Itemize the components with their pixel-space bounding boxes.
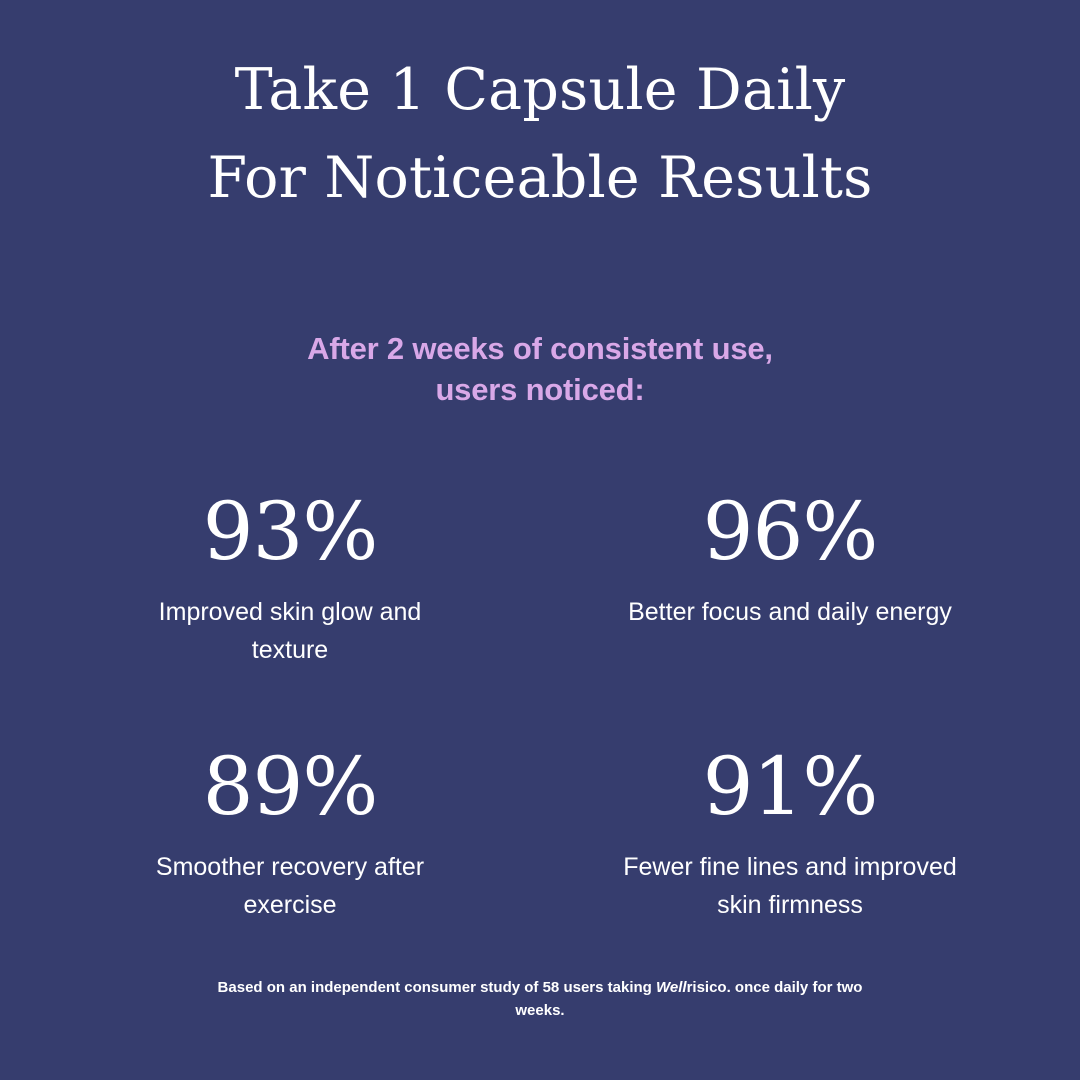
subheading-line-1: After 2 weeks of consistent use, [307, 330, 773, 366]
stat-item [540, 740, 1040, 924]
stat-label: Better focus and daily energy [628, 598, 952, 627]
stat-label: Fewer fine lines and improved skin firmness [623, 853, 957, 919]
stat-item [40, 485, 540, 669]
footnote-prefix: Based on an independent consumer study of 58 users taking [217, 978, 656, 996]
stat-item [540, 485, 1040, 669]
footnote-suffix: once daily for two weeks. [515, 978, 863, 1019]
stats-grid [40, 485, 1040, 924]
footnote [0, 976, 1080, 1023]
brand-name-italic: Well [655, 978, 687, 996]
headline-line-2: For Noticeable Results [207, 145, 873, 212]
subheading [307, 329, 773, 411]
stat-value: 96% [702, 485, 878, 579]
brand-name-bold: risico. [686, 978, 731, 996]
stat-value: 93% [202, 485, 378, 579]
stat-value: 91% [702, 740, 878, 834]
page-title [207, 46, 872, 223]
headline-line-1: Take 1 Capsule Daily [234, 57, 846, 123]
stat-value: 89% [202, 740, 378, 834]
stat-item [40, 740, 540, 924]
stat-label: Smoother recovery after exercise [155, 853, 425, 919]
stat-label: Improved skin glow and texture [158, 598, 422, 664]
subheading-line-2: users noticed: [435, 371, 645, 407]
